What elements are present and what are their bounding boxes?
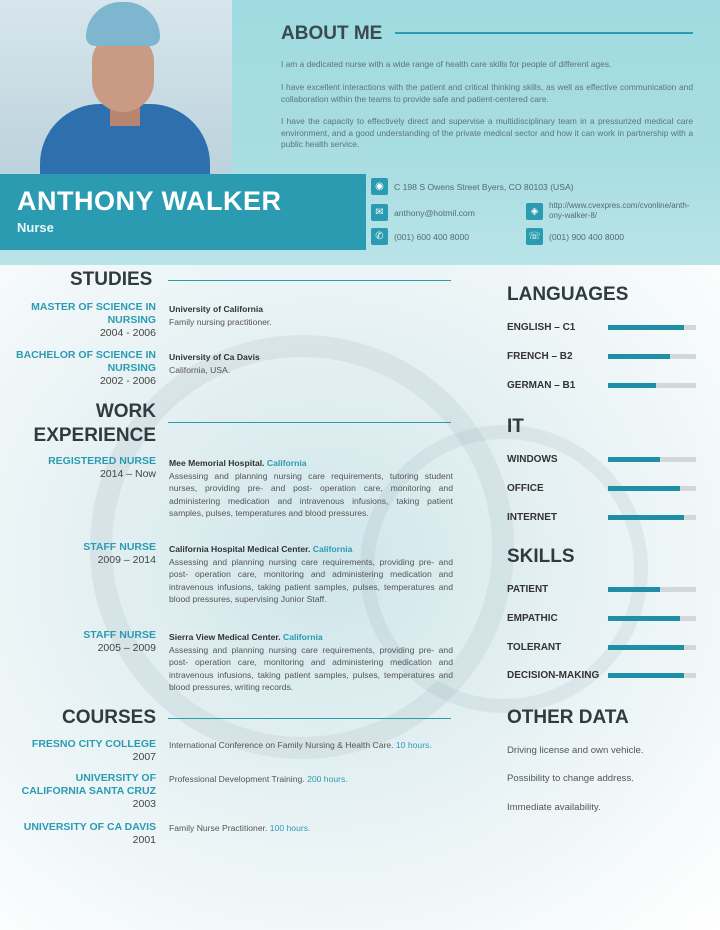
job-desc: Assessing and planning nursing care requirements, providing pre- and post- operation care, monitoring and administering medication and intravenous infusions, taking patient samples, pulses, temperatures and blood pressures, writing records.: [169, 644, 453, 693]
skill-label: DECISION-MAKING: [507, 670, 600, 681]
position: STAFF NURSE: [83, 629, 156, 641]
about-divider: [395, 32, 693, 34]
profile-photo: [0, 0, 232, 174]
skill-bar-fill: [608, 616, 680, 621]
study-desc: Family nursing practitioner.: [169, 316, 272, 327]
course-hours: 100 hours.: [269, 823, 311, 833]
study-entry-left: [16, 301, 156, 340]
studies-divider: [168, 280, 451, 281]
job-desc: Assessing and planning nursing care requirements, tutoring student nurses, providing pre- and post- operation care, monitoring and administering medication and intravenous infusions, taking patient samples, pulses, temperatures and blood pressures.: [169, 470, 453, 519]
location: California: [312, 544, 353, 554]
it-label: OFFICE: [507, 483, 544, 494]
full-name: ANTHONY WALKER: [17, 186, 282, 216]
phone: (001) 600 400 8000: [394, 232, 470, 242]
fax: (001) 900 400 8000: [549, 232, 625, 242]
degree: MASTER OF SCIENCE IN: [31, 301, 156, 313]
job-entry-left: [16, 455, 156, 481]
language-bar-fill: [608, 325, 684, 330]
website-line: ony-walker-8/: [549, 211, 598, 220]
language-bar-fill: [608, 383, 656, 388]
dates: 2002 - 2006: [99, 375, 156, 387]
course-school: UNIVERSITY OF: [75, 772, 156, 784]
email[interactable]: anthony@hotmil.com: [394, 208, 475, 218]
job-entry-right: [169, 631, 453, 694]
employer: Sierra View Medical Center.: [169, 632, 281, 642]
language-label: GERMAN – B1: [507, 380, 576, 391]
course-entry-right: [169, 773, 457, 786]
job-entry-right: [169, 543, 453, 606]
course-entry-left: [16, 821, 156, 847]
position: STAFF NURSE: [83, 541, 156, 553]
job-entry-right: [169, 457, 453, 520]
skill-bar: [608, 587, 696, 592]
language-bar: [608, 354, 696, 359]
work-title-line: WORK: [95, 401, 156, 422]
map-pin-icon: ◉: [371, 178, 388, 195]
about-paragraph: I have the capacity to effectively direct and supervise a multidisciplinary team in a pressurized medical care environment, and a good understanding of the private medical sector and how it can work in partnership with a public health service.: [281, 116, 693, 149]
language-label: ENGLISH – C1: [507, 322, 576, 333]
skill-label: PATIENT: [507, 584, 549, 595]
course-desc: International Conference on Family Nursing & Health Care.: [169, 740, 394, 750]
it-label: WINDOWS: [507, 454, 558, 465]
degree: NURSING: [107, 362, 156, 374]
job-entry-left: [16, 629, 156, 655]
study-entry-right: [169, 351, 260, 376]
about-title: ABOUT ME: [281, 23, 383, 44]
year: 2003: [132, 798, 156, 810]
study-desc: California, USA.: [169, 364, 231, 375]
study-entry-left: [16, 349, 156, 388]
other-title: OTHER DATA: [507, 707, 629, 728]
about-paragraph: I have excellent interactions with the patient and critical thinking skills, as well as effective communication and collaboration within the teams to provide safe and patient-centered care.: [281, 82, 693, 104]
envelope-icon: ✉: [371, 204, 388, 221]
phone-icon: ✆: [371, 228, 388, 245]
course-school: UNIVERSITY OF CA DAVIS: [23, 821, 156, 833]
skill-label: TOLERANT: [507, 642, 562, 653]
it-bar: [608, 515, 696, 520]
job-title: Nurse: [17, 220, 54, 235]
courses-divider: [168, 718, 451, 719]
dates: 2005 – 2009: [97, 642, 156, 654]
skill-label: EMPATHIC: [507, 613, 558, 624]
name-banner: [0, 174, 366, 250]
school: University of Ca Davis: [169, 352, 260, 362]
degree: BACHELOR OF SCIENCE IN: [16, 349, 157, 361]
course-hours: 10 hours.: [395, 740, 432, 750]
school: University of California: [169, 304, 264, 314]
course-entry-right: [169, 739, 457, 752]
dates: 2004 - 2006: [99, 327, 156, 339]
job-desc: Assessing and planning nursing care requirements, providing pre- and post- operation care, monitoring and administering medication and intravenous infusions, taking patient samples, pulses, temperatures and blood pressures, supervising Junior Staff.: [169, 556, 453, 605]
course-entry-left: [16, 772, 156, 811]
job-entry-left: [16, 541, 156, 567]
courses-title: COURSES: [62, 707, 156, 728]
fax-icon: ☏: [526, 228, 543, 245]
dates: 2009 – 2014: [97, 554, 156, 566]
it-label: INTERNET: [507, 512, 557, 523]
employer: California Hospital Medical Center.: [169, 544, 311, 554]
study-entry-right: [169, 303, 272, 328]
languages-title: LANGUAGES: [507, 284, 629, 305]
work-divider: [168, 422, 451, 423]
course-school: CALIFORNIA SANTA CRUZ: [21, 785, 156, 797]
skill-bar: [608, 616, 696, 621]
it-bar-fill: [608, 457, 660, 462]
photo-surgical-cap: [86, 2, 160, 46]
course-desc: Family Nurse Practitioner.: [169, 823, 268, 833]
course-hours: 200 hours.: [307, 774, 348, 784]
skill-bar-fill: [608, 587, 660, 592]
work-title-line: EXPERIENCE: [33, 425, 156, 446]
employer: Mee Memorial Hospital.: [169, 458, 265, 468]
address: C 198 S Owens Street Byers, CO 80103 (USA): [394, 182, 574, 192]
dates: 2014 – Now: [99, 468, 156, 480]
it-bar: [608, 486, 696, 491]
language-bar: [608, 325, 696, 330]
language-label: FRENCH – B2: [507, 351, 573, 362]
skill-bar-fill: [608, 673, 684, 678]
course-desc: Professional Development Training.: [169, 774, 305, 784]
position: REGISTERED NURSE: [48, 455, 156, 467]
globe-icon: ◈: [526, 203, 543, 220]
year: 2001: [132, 834, 156, 846]
website[interactable]: [549, 201, 690, 221]
other-item: Possibility to change address.: [507, 773, 634, 784]
it-bar-fill: [608, 486, 680, 491]
language-bar-fill: [608, 354, 670, 359]
skill-bar: [608, 673, 696, 678]
degree: NURSING: [107, 314, 156, 326]
it-title: IT: [507, 416, 524, 437]
other-item: Immediate availability.: [507, 802, 601, 813]
course-school: FRESNO CITY COLLEGE: [31, 738, 156, 750]
course-entry-right: [169, 822, 457, 835]
work-title: [16, 400, 156, 448]
language-bar: [608, 383, 696, 388]
skills-title: SKILLS: [507, 546, 575, 567]
it-bar: [608, 457, 696, 462]
location: California: [266, 458, 307, 468]
year: 2007: [132, 751, 156, 763]
about-paragraph: I am a dedicated nurse with a wide range of health care skills for people of different ages.: [281, 59, 612, 69]
location: California: [283, 632, 323, 642]
skill-bar-fill: [608, 645, 684, 650]
website-line: http://www.cvexpres.com/cvonline/anth-: [549, 201, 690, 210]
course-entry-left: [16, 738, 156, 764]
it-bar-fill: [608, 515, 684, 520]
other-item: Driving license and own vehicle.: [507, 745, 644, 756]
studies-title: STUDIES: [70, 269, 153, 290]
skill-bar: [608, 645, 696, 650]
